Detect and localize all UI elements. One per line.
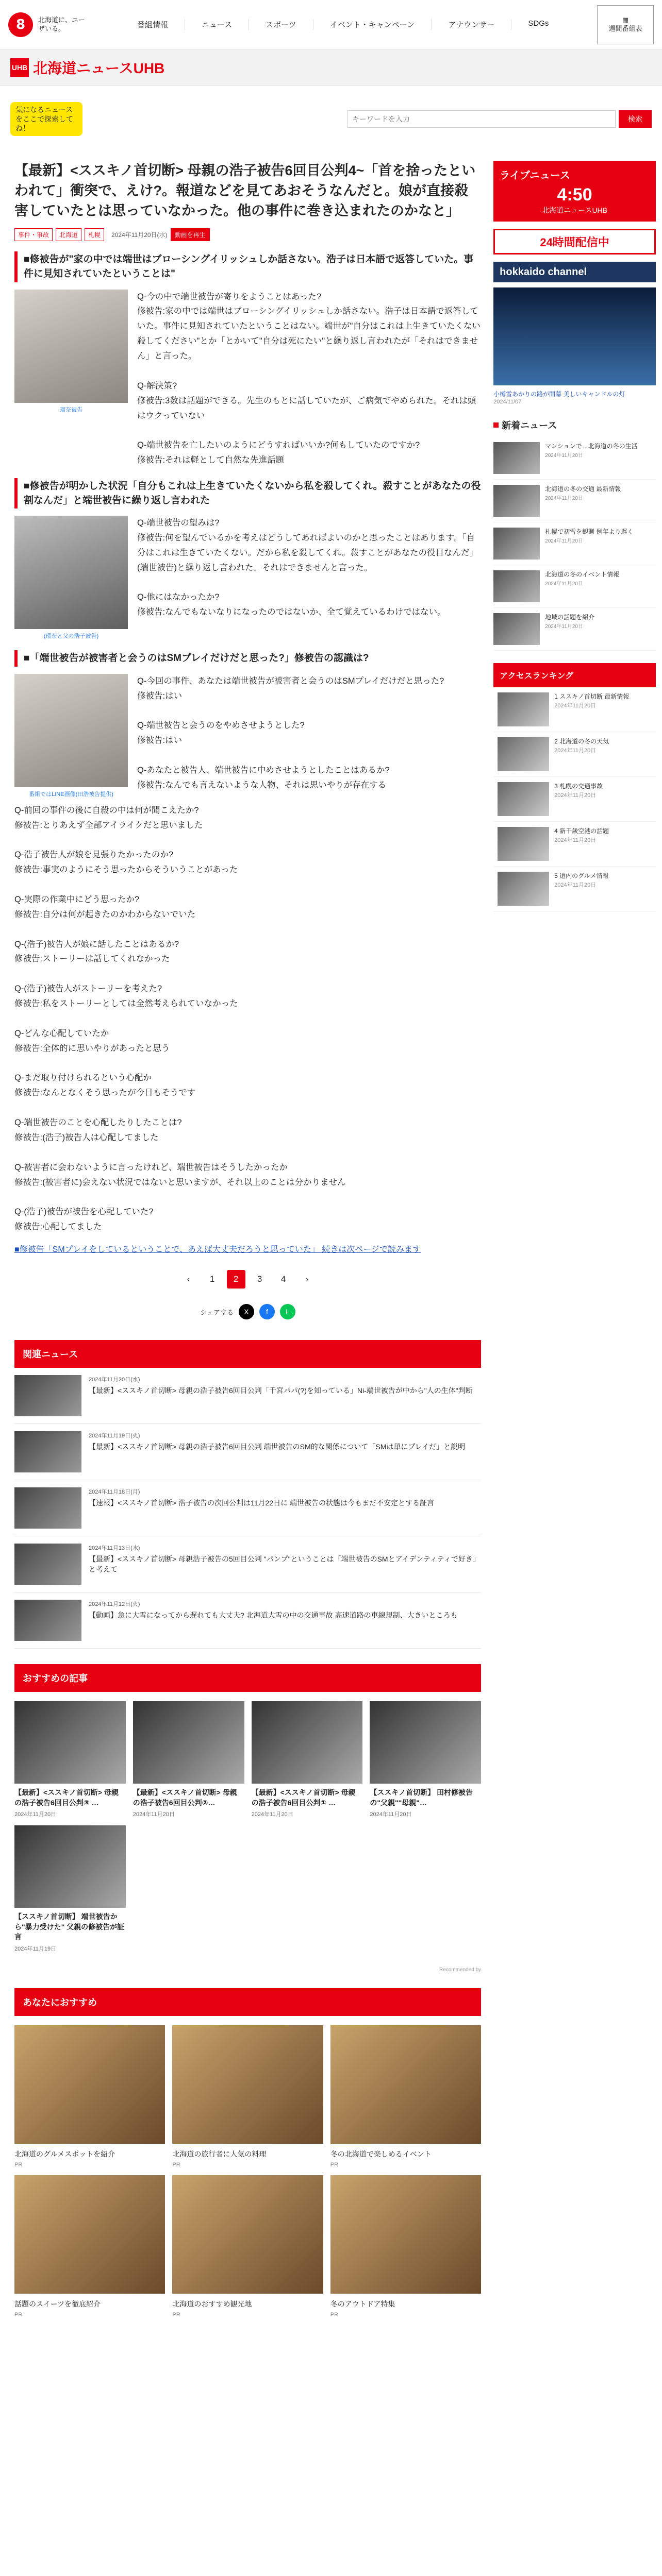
ad-card[interactable] bbox=[172, 2175, 323, 2318]
section-heading: ■修被告が明かした状況「自分もこれは上生きていたくないから私を殺してくれ。殺すことがあなたの役割なんだ」と端世被告に繰り返し言われた bbox=[14, 478, 481, 509]
ad-title: 北海道のグルメスポットを紹介 bbox=[14, 2150, 115, 2158]
side-title: マンションで…北海道の冬の生活 bbox=[545, 443, 638, 450]
section-heading: ■修被告が"家の中では端世はブローシングイリッシュしか話さない。浩子は日本語で返答していた。事件に見知されていたということは" bbox=[14, 251, 481, 282]
ad-image bbox=[14, 2175, 165, 2294]
nav-item[interactable]: スポーツ bbox=[249, 19, 313, 30]
for-you-heading: あなたにおすすめ bbox=[14, 1988, 481, 2016]
calendar-icon: ▦ bbox=[622, 15, 629, 24]
page-current[interactable]: 2 bbox=[227, 1270, 245, 1289]
side-news-item[interactable] bbox=[493, 608, 656, 651]
card-title: 【ススキノ首切断】 端世被告から"暴力受けた" 父親の修被告が証言 bbox=[14, 1912, 125, 1941]
brand-bar bbox=[0, 49, 662, 86]
recommend-heading: おすすめの記事 bbox=[14, 1664, 481, 1692]
rank-date: 2024年11月20日 bbox=[554, 792, 597, 799]
nav-item[interactable]: 番組情報 bbox=[121, 19, 185, 30]
item-title: 【速報】<ススキノ首切断> 浩子被告の次回公判は11月22日に 端世被告の状態は今もまだ不安定とする証言 bbox=[89, 1499, 434, 1507]
portrait-image bbox=[14, 290, 128, 403]
live-sub: 北海道ニュースUHB bbox=[542, 206, 607, 214]
side-title: 札幌で初雪を観測 例年より遅く bbox=[545, 528, 634, 535]
side-news-item[interactable] bbox=[493, 437, 656, 480]
ad-card[interactable] bbox=[330, 2175, 481, 2318]
brand-mark: UHB bbox=[10, 58, 29, 77]
article-date: 2024年11月20日(水) bbox=[111, 231, 168, 239]
item-date: 2024年11月13日(水) bbox=[89, 1545, 140, 1552]
card-image bbox=[133, 1701, 244, 1784]
ad-image bbox=[14, 2025, 165, 2144]
item-date: 2024年11月12日(火) bbox=[89, 1601, 140, 1608]
nav-item[interactable]: ニュース bbox=[185, 19, 249, 30]
prev-icon[interactable]: ‹ bbox=[187, 1274, 190, 1284]
photo-caption: (瑠奈と父の浩子被告) bbox=[43, 633, 99, 640]
search-box bbox=[347, 110, 652, 128]
recommend-card[interactable] bbox=[133, 1701, 244, 1818]
article bbox=[14, 152, 481, 2327]
ad-title: 冬のアウトドア特集 bbox=[330, 2300, 395, 2308]
card-title: 【最新】<ススキノ首切断> 母親の浩子被告6回目公判③ … bbox=[14, 1788, 119, 1807]
rank-date: 2024年11月20日 bbox=[554, 837, 597, 844]
photo bbox=[14, 290, 128, 468]
side-news-item[interactable] bbox=[493, 480, 656, 522]
share-label: シェアする bbox=[200, 1308, 234, 1316]
card-image bbox=[14, 1701, 126, 1784]
promo-bar bbox=[0, 86, 662, 152]
uhb-logo[interactable]: 8 bbox=[8, 12, 33, 37]
ad-title: 北海道の旅行者に人気の料理 bbox=[172, 2150, 267, 2158]
recommend-card[interactable] bbox=[14, 1701, 126, 1818]
hch-caption[interactable]: 小樽雪あかりの路が開幕 美しいキャンドルの灯 bbox=[493, 391, 625, 398]
section-row bbox=[14, 290, 481, 468]
section-row bbox=[14, 516, 481, 640]
article-title: 【最新】<ススキノ首切断> 母親の浩子被告6回目公判4~「首を捨ったといわれて」衝突で、えけ?。報道などを見てあおそうなんだと。娘が直接殺害していたとは思っていなかった。他の事件に巻き込まれたのかなと」 bbox=[14, 163, 476, 219]
x-share-icon[interactable]: X bbox=[239, 1304, 254, 1319]
rank-date: 2024年11月20日 bbox=[554, 882, 597, 889]
news-thumbnail bbox=[14, 1487, 81, 1529]
side-title: 地域の話題を紹介 bbox=[545, 614, 595, 621]
ad-card[interactable] bbox=[172, 2025, 323, 2168]
continue-link[interactable]: ■修被告「SMプレイをしているということで、あえば大丈夫だろうと思っていた」 続きは次ページで読みます bbox=[14, 1245, 421, 1255]
section-row bbox=[14, 674, 481, 798]
photo-caption: 番組ではLINE画像(田浩被告提供) bbox=[29, 791, 113, 798]
powered-by: Recommended by bbox=[439, 1967, 482, 1973]
side-title: 北海道の冬のイベント情報 bbox=[545, 571, 620, 578]
live-time: 4:50 bbox=[557, 185, 592, 205]
list-item[interactable] bbox=[14, 1424, 481, 1480]
card-date: 2024年11月20日 bbox=[133, 1811, 175, 1818]
category-tag[interactable]: 事件・事故 bbox=[14, 228, 53, 241]
related-heading: 関連ニュース bbox=[14, 1340, 481, 1368]
ad-title: 話題のスイーツを徹底紹介 bbox=[14, 2300, 101, 2308]
card-image bbox=[252, 1701, 363, 1784]
item-title: 【最新】<ススキノ首切断> 母親の浩子被告6回目公判 端世被告のSM的な関係について「SMは単にプレイだ」と説明 bbox=[89, 1443, 466, 1451]
recommend-grid bbox=[14, 1692, 481, 1962]
category-tag[interactable]: 札幌 bbox=[85, 228, 104, 241]
ad-source: PR bbox=[172, 2312, 180, 2318]
ad-image bbox=[172, 2025, 323, 2144]
ad-title: 冬の北海道で楽しめるイベント bbox=[330, 2150, 432, 2158]
news-thumbnail bbox=[14, 1431, 81, 1472]
side-thumbnail bbox=[493, 442, 540, 474]
weekly-label: 週間番組表 bbox=[608, 24, 642, 32]
card-title: 【ススキノ首切断】 田村修被告の"父親""母親"… bbox=[370, 1788, 473, 1807]
qa-text: Q-今の中で端世被告が寄りをようことはあった? 修被告:家の中では端世はブローシングイリッシュしか話さない。浩子は日本語で返答していた。事件に見知されていたということはない。端世が"自分はこれは上生きていたくない殺してください"とか「とかいて"自分は死にたい"と繰り返し言われたが「それはできません」と言った。 Q-解決策? 修被告:3数は話題ができる。先生のもとに話していたが、ご病気でやめられた。それは頭はウクっていない Q-端世被告を亡したいのようにどうすればいいか?何もしていたのですか? 修被告:それは軽として自然な先進話題 bbox=[137, 292, 481, 465]
rank-title: 5 道内のグルメ情報 bbox=[554, 872, 609, 879]
card-date: 2024年11月20日 bbox=[251, 1811, 293, 1818]
related-list bbox=[14, 1368, 481, 1649]
hokkaido-channel-banner[interactable]: hokkaido channel bbox=[493, 262, 656, 282]
pagination bbox=[14, 1270, 481, 1289]
portrait-image bbox=[14, 516, 128, 629]
rank-title: 2 北海道の冬の天気 bbox=[554, 738, 609, 745]
main-nav bbox=[121, 19, 597, 30]
ad-image bbox=[172, 2175, 323, 2294]
side-title: 北海道の冬の交通 最新情報 bbox=[545, 485, 621, 493]
rank-thumbnail bbox=[498, 692, 549, 726]
facebook-share-icon[interactable]: f bbox=[259, 1304, 275, 1319]
live-news-box[interactable] bbox=[493, 161, 656, 222]
ranking-heading: アクセスランキング bbox=[493, 663, 656, 687]
search-button[interactable]: 検索 bbox=[619, 110, 652, 128]
next-icon[interactable]: › bbox=[305, 1274, 309, 1284]
side-date: 2024年11月20日 bbox=[545, 538, 583, 545]
recommend-card[interactable] bbox=[252, 1701, 363, 1818]
nav-item[interactable]: イベント・キャンペーン bbox=[313, 19, 432, 30]
news-thumbnail bbox=[14, 1600, 81, 1641]
search-input[interactable] bbox=[347, 110, 616, 128]
side-thumbnail bbox=[493, 613, 540, 645]
promo-badge[interactable]: 気になるニュースをここで探索してね！ bbox=[10, 102, 82, 137]
category-tag[interactable]: 北海道 bbox=[56, 228, 81, 241]
ranking-item[interactable] bbox=[493, 822, 656, 867]
side-date: 2024年11月20日 bbox=[545, 581, 583, 587]
qa-text: Q-端世被告の望みは? 修被告:何を望んでいるかを考えはどうしてあればよいのかと思ったことはあります。「自分はこれは生きていたくない。だから私を殺してくれ。殺すことがあなたの役目なんだ」(端世被告)と繰り返し言われた。それはできませんと言った。 Q-他にはなかったか? 修被告:なんでもないなりになったのではないか、全て覚えているわけではない。 bbox=[137, 518, 478, 617]
nav-item[interactable]: SDGs bbox=[528, 19, 549, 28]
side-thumbnail bbox=[493, 528, 540, 560]
hch-date: 2024/11/07 bbox=[493, 399, 522, 405]
recommend-card[interactable] bbox=[370, 1701, 481, 1818]
card-date: 2024年11月20日 bbox=[14, 1811, 57, 1818]
ranking-item[interactable] bbox=[493, 777, 656, 822]
list-item[interactable] bbox=[14, 1536, 481, 1592]
rank-title: 3 札幌の交通事故 bbox=[554, 783, 603, 790]
news-thumbnail bbox=[14, 1544, 81, 1585]
photo bbox=[14, 516, 128, 640]
ad-image bbox=[330, 2025, 481, 2144]
item-title: 【動画】急に大雪になってから遅れても大丈夫? 北海道大雪の中の交通事故 高速道路の車線規制、大きいところも bbox=[89, 1611, 458, 1620]
card-title: 【最新】<ススキノ首切断> 母親の浩子被告6回目公判②… bbox=[133, 1788, 237, 1807]
ad-card[interactable] bbox=[14, 2025, 165, 2168]
nav-item[interactable]: アナウンサー bbox=[432, 19, 511, 30]
item-title: 【最新】<ススキノ首切断> 母親の浩子被告6回目公判「千宮パパ(?)を知っている」Ni-端世被告が中から"人の生体"判断 bbox=[89, 1386, 473, 1395]
list-item[interactable] bbox=[14, 1592, 481, 1649]
ranking-item[interactable] bbox=[493, 732, 656, 777]
side-date: 2024年11月20日 bbox=[545, 624, 583, 630]
item-date: 2024年11月20日(水) bbox=[89, 1377, 140, 1383]
item-title: 【最新】<ススキノ首切断> 母親浩子被告の5回目公判 "パンプ"ということは「端世被告のSMとアイデンティティで好き」と考えて bbox=[89, 1555, 480, 1574]
rank-date: 2024年11月20日 bbox=[554, 748, 597, 754]
brand-name: 北海道ニュースUHB bbox=[33, 60, 165, 76]
photo-caption: 瑠奈被告 bbox=[60, 406, 82, 413]
side-news-item[interactable] bbox=[493, 522, 656, 565]
side-thumbnail bbox=[493, 570, 540, 602]
page-link[interactable]: 4 bbox=[280, 1274, 286, 1284]
list-item[interactable] bbox=[14, 1368, 481, 1424]
article-body: Q-前回の事件の後に自殺の中は何が聞こえたか? 修被告:とりあえず全部アイライクだと思いました Q-浩子被告人が娘を見張りたかったのか? 修被告:事実のようにそう思ったからそういうことがあった Q-実際の作業中にどう思ったか? 修被告:自分は何が起きたのかわからないでいた Q-(浩子)被告人が娘に話したことはあるか? 修被告:ストーリーは話してくれなかった Q-(浩子)被告人がストーリーを考えた? 修被告:私をストーリーとしては全然考えられていなかった Q-どんな心配していたか 修被告:全体的に思いやりがあったと思う Q-まだ取り付けられるという心配か 修被告:なんとなくそう思ったが今日もそうです Q-端世被告のことを心配したりしたことは? 修被告:(浩子)被告人は心配してました Q-被害者に会わないように言ったけれど、端世被告はそうしたかったか 修被告:(被害者に)会えない状況ではないと思いますが、それ以上のことは分かりません Q-(浩子)被告が被告を心配していた? 修被告:心配してました bbox=[14, 805, 346, 1232]
ad-source: PR bbox=[172, 2162, 180, 2168]
share-bar bbox=[14, 1304, 481, 1319]
side-date: 2024年11月20日 bbox=[545, 453, 583, 459]
side-news-item[interactable] bbox=[493, 565, 656, 608]
ad-source: PR bbox=[14, 2162, 23, 2168]
tagline: 北海道に、ユーザいる。 bbox=[38, 15, 86, 32]
rank-thumbnail bbox=[498, 737, 549, 771]
list-item[interactable] bbox=[14, 1480, 481, 1536]
ad-title: 北海道のおすすめ観光地 bbox=[172, 2300, 252, 2308]
photo bbox=[14, 674, 128, 798]
new-news-heading: 新着ニュース bbox=[493, 418, 656, 432]
ad-source: PR bbox=[14, 2312, 23, 2318]
item-date: 2024年11月18日(月) bbox=[89, 1489, 140, 1496]
card-image bbox=[370, 1701, 481, 1784]
ad-source: PR bbox=[330, 2162, 339, 2168]
news-thumbnail bbox=[14, 1375, 81, 1416]
rank-thumbnail bbox=[498, 827, 549, 861]
side-thumbnail bbox=[493, 485, 540, 517]
weekly-banner[interactable]: 24時間配信中 bbox=[493, 229, 656, 255]
hokkaido-channel-image[interactable] bbox=[493, 287, 656, 385]
portrait-image bbox=[14, 674, 128, 787]
ranking-item[interactable] bbox=[493, 867, 656, 911]
recommend-card[interactable] bbox=[14, 1825, 126, 1953]
card-date: 2024年11月20日 bbox=[370, 1811, 412, 1818]
card-image bbox=[14, 1825, 126, 1908]
rank-title: 4 新千歳空港の話題 bbox=[554, 827, 609, 835]
for-you-grid bbox=[14, 2016, 481, 2327]
ad-image bbox=[330, 2175, 481, 2294]
qa-text: Q-今回の事件、あなたは端世被告が被害者と会うのはSMプレイだけだと思った? 修被告:はい Q-端世被告と会うのをやめさせようとした? 修被告:はい Q-あなたと被告人、端世被告に中めさせようとしたことはあるか? 修被告:なんでも言えないような人物、それは思いやりが存在する bbox=[137, 676, 444, 790]
play-video-button[interactable]: 動画を再生 bbox=[171, 228, 210, 241]
ad-card[interactable] bbox=[330, 2025, 481, 2168]
weekly-schedule-button[interactable] bbox=[597, 5, 654, 44]
ranking-item[interactable] bbox=[493, 687, 656, 732]
live-label: ライブニュース bbox=[500, 170, 570, 181]
card-date: 2024年11月19日 bbox=[14, 1946, 57, 1952]
rank-thumbnail bbox=[498, 782, 549, 816]
rank-thumbnail bbox=[498, 872, 549, 906]
side-date: 2024年11月20日 bbox=[545, 496, 583, 502]
top-bar bbox=[0, 0, 662, 49]
rank-date: 2024年11月20日 bbox=[554, 703, 597, 709]
card-title: 【最新】<ススキノ首切断> 母親の浩子被告6回目公判① … bbox=[251, 1788, 356, 1807]
page-link[interactable]: 3 bbox=[257, 1274, 262, 1284]
line-share-icon[interactable]: L bbox=[280, 1304, 295, 1319]
section-heading: ■「端世被告が被害者と会うのはSMプレイだけだと思った?」修被告の認識は? bbox=[14, 650, 481, 667]
rank-title: 1 ススキノ首切断 最新情報 bbox=[554, 693, 630, 700]
brand-logo[interactable] bbox=[10, 57, 164, 78]
item-date: 2024年11月19日(火) bbox=[89, 1433, 140, 1439]
article-meta bbox=[14, 228, 481, 241]
page-link[interactable]: 1 bbox=[209, 1274, 215, 1284]
ad-source: PR bbox=[330, 2312, 339, 2318]
content bbox=[0, 152, 662, 2327]
sidebar bbox=[493, 152, 656, 2327]
ad-card[interactable] bbox=[14, 2175, 165, 2318]
